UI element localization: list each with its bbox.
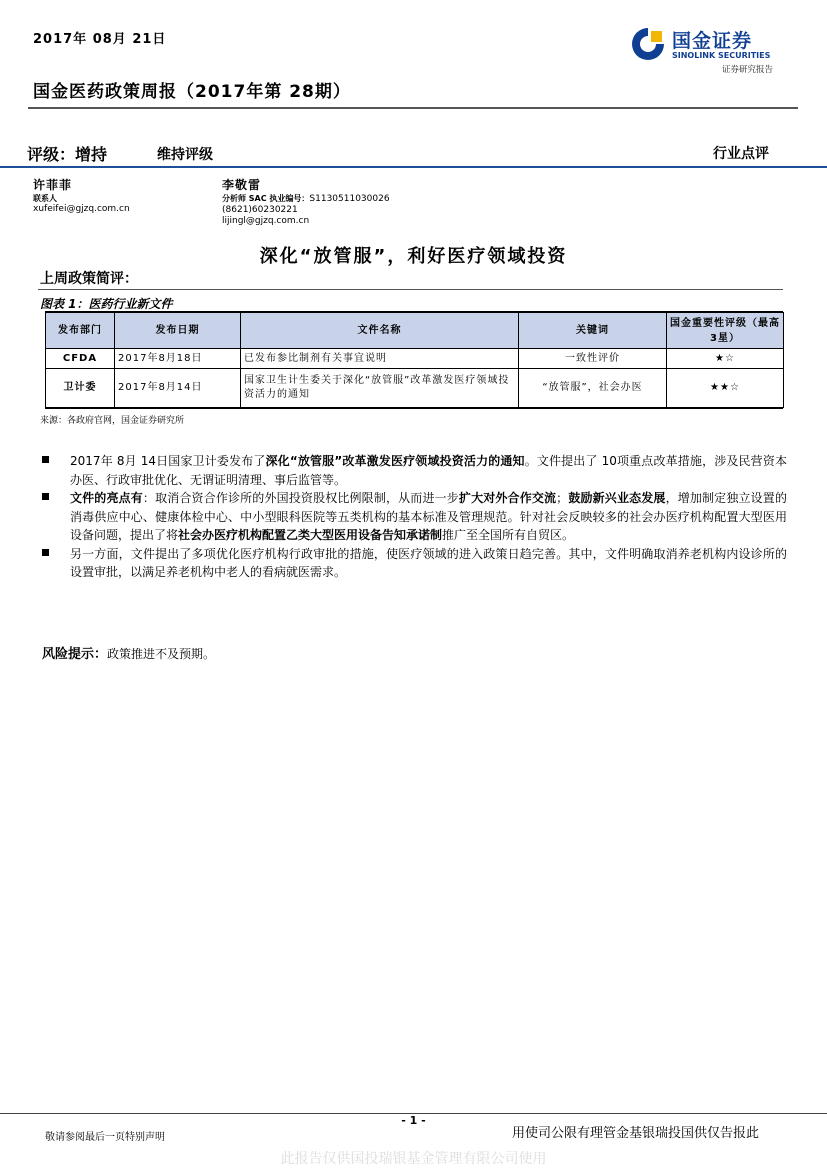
- table-source: 来源：各政府官网，国金证券研究所: [40, 416, 185, 426]
- bullet-text: ，增加制定独立设置的消毒供应中心、健康体检中心、中小型眼科医院等五类机构的基本标准及管理规范。针对社会反映较多的社会办医疗机构配置大型医用设备问题，提出了将: [70, 491, 787, 542]
- analyst-email[interactable]: lijingl@gjzq.com.cn: [222, 216, 310, 226]
- bullet-text: 推广至全国所有自贸区。: [442, 528, 575, 542]
- page-number: - 1 -: [401, 1114, 426, 1127]
- risk-text: 政策推进不及预期。: [107, 647, 216, 661]
- watermark: 此报告仅供国投瑞银基金管理有限公司使用: [280, 1151, 547, 1167]
- analyst-contact-1: [33, 177, 130, 215]
- bullet-text: 。文件提出了 10项重点改革措施，涉及民营资本办医、行政审批优化、无谓证明清理、事后监管等。: [70, 454, 787, 487]
- footer-right-text: 用使司公限有理管金基银瑞投国供仅告报此: [512, 1126, 760, 1141]
- table-cell: 已发布参比制剂有关事宜说明: [241, 349, 519, 369]
- list-item: [42, 489, 787, 545]
- list-item: [42, 545, 787, 582]
- analyst-label: 分析师 SAC 执业编号：: [222, 194, 310, 203]
- table-cell: 一致性评价: [519, 349, 667, 369]
- bullet-list: [42, 452, 787, 582]
- bullet-square-icon: [42, 456, 49, 463]
- table-row: [46, 349, 784, 369]
- logo-mark-icon: [630, 26, 666, 62]
- analyst-label: 联系人: [33, 194, 57, 203]
- risk-warning: [42, 643, 215, 662]
- analyst-cert-number: S1130511030026: [309, 194, 390, 204]
- rating-label: 评级：增持: [27, 145, 108, 164]
- column-header: 关键词: [519, 313, 667, 349]
- logo-subtitle: 证券研究报告: [722, 65, 774, 75]
- rating-divider: [0, 166, 827, 168]
- analyst-email[interactable]: xufeifei@gjzq.com.cn: [33, 204, 130, 214]
- analyst-name: 许菲菲: [33, 178, 73, 192]
- bullet-text: 另一方面，文件提出了多项优化医疗机构行政审批的措施，使医疗领域的进入政策日趋完善。其中，文件明确取消养老机构内设诊所的设置审批，以满足养老机构中老人的看病就医需求。: [70, 546, 787, 579]
- header-divider: [28, 107, 798, 109]
- logo-english-name: SINOLINK SECURITIES: [672, 51, 771, 60]
- bullet-text: ：取消合资合作诊所的外国投资股权比例限制，从而进一步: [142, 491, 459, 505]
- figure-title: 图表 1：医药行业新文件: [40, 297, 173, 311]
- footer-disclaimer: 敬请参阅最后一页特别声明: [45, 1132, 165, 1143]
- table-header-row: [46, 313, 784, 349]
- report-title: 国金医药政策周报（2017年第 28期）: [33, 82, 351, 102]
- report-date: 2017年 08月 21日: [33, 32, 167, 47]
- logo-chinese-name: 国金证券: [672, 30, 753, 52]
- table-cell: “放管服”，社会办医: [519, 369, 667, 408]
- table-cell: 国家卫生计生委关于深化“放管服”改革激发医疗领域投资活力的通知: [241, 369, 519, 408]
- bullet-square-icon: [42, 549, 49, 556]
- rating-note: 维持评级: [157, 147, 213, 163]
- section-divider: [38, 289, 783, 290]
- table-cell: 卫计委: [46, 369, 115, 408]
- article-headline: 深化“放管服”，利好医疗领域投资: [259, 246, 568, 267]
- column-header: 文件名称: [241, 313, 519, 349]
- table-cell: 2017年8月14日: [115, 369, 241, 408]
- star-rating: ★☆: [667, 349, 784, 369]
- section-title: 上周政策简评：: [40, 271, 138, 287]
- list-item: [42, 452, 787, 489]
- bullet-emphasis: 深化“放管服”改革激发医疗领域投资活力的通知: [265, 454, 525, 468]
- bullet-emphasis: 文件的亮点有: [70, 491, 143, 505]
- column-header: 发布日期: [115, 313, 241, 349]
- bullet-text: ；: [556, 491, 569, 505]
- analyst-contact-2: [222, 177, 390, 227]
- policy-table: [45, 312, 783, 409]
- table-bottom-rule: [45, 407, 783, 409]
- column-header: 国金重要性评级（最高 3星）: [667, 313, 784, 349]
- star-rating: ★★☆: [667, 369, 784, 408]
- bullet-emphasis: 社会办医疗机构配置乙类大型医用设备告知承诺制: [178, 528, 443, 542]
- report-type: 行业点评: [713, 146, 769, 162]
- analyst-name: 李敬雷: [222, 178, 262, 192]
- bullet-text: 2017年 8月 14日国家卫计委发布了: [70, 454, 266, 468]
- column-header: 发布部门: [46, 313, 115, 349]
- bullet-emphasis: 扩大对外合作交流: [458, 491, 557, 505]
- company-logo: [630, 24, 790, 80]
- bullet-square-icon: [42, 493, 49, 500]
- analyst-phone: (8621)60230221: [222, 205, 298, 215]
- bullet-emphasis: 鼓励新兴业态发展: [568, 491, 666, 505]
- table-cell: 2017年8月18日: [115, 349, 241, 369]
- table-row: [46, 369, 784, 408]
- table-top-rule: [45, 311, 783, 313]
- risk-label: 风险提示：: [42, 647, 108, 662]
- table-cell: CFDA: [46, 349, 115, 369]
